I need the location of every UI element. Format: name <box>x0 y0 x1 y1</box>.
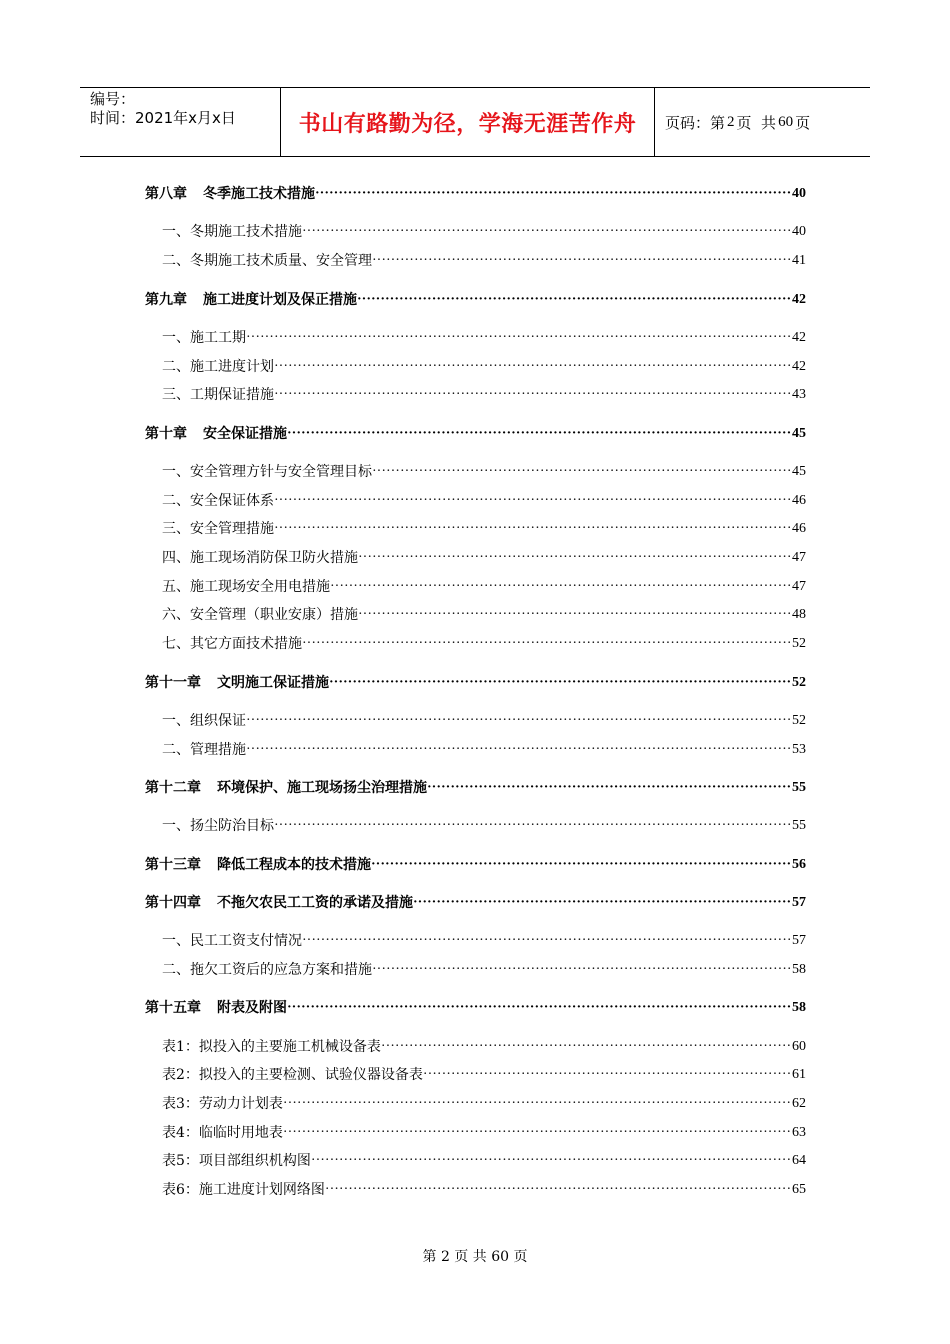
toc-leader-dots <box>372 462 792 482</box>
toc-entry-page: 52 <box>792 675 806 690</box>
toc-entry-title: 环境保护、施工现场扬尘治理措施 <box>217 780 427 796</box>
document-number-label: 编号： <box>90 90 136 108</box>
toc-entry-number: 表5： <box>162 1153 199 1169</box>
toc-leader-dots <box>287 998 792 1018</box>
toc-entry-number: 七、 <box>162 636 190 652</box>
toc-leader-dots <box>246 328 792 348</box>
toc-entry-number: 表1： <box>162 1039 199 1055</box>
toc-entry-label <box>145 998 287 1018</box>
toc-entry-page: 42 <box>792 330 806 345</box>
toc-section-entry[interactable] <box>162 548 806 568</box>
toc-entry-label <box>162 1151 311 1171</box>
toc-chapter-entry[interactable] <box>145 855 806 875</box>
toc-entry-page: 52 <box>792 713 806 728</box>
toc-entry-title: 工期保证措施 <box>190 387 274 403</box>
header-page-info <box>655 88 870 156</box>
toc-entry-number: 表4： <box>162 1125 199 1141</box>
document-time-label: 时间：2021年x月x日 <box>90 109 236 127</box>
toc-entry-number: 六、 <box>162 607 190 623</box>
toc-entry-number: 表6： <box>162 1182 199 1198</box>
toc-chapter-entry[interactable] <box>145 998 806 1018</box>
toc-entry-title: 拖欠工资后的应急方案和措施 <box>190 962 372 978</box>
toc-entry-label <box>162 385 274 405</box>
toc-entry-title: 安全保证体系 <box>190 493 274 509</box>
toc-entry-title: 施工现场安全用电措施 <box>190 579 330 595</box>
toc-chapter-entry[interactable] <box>145 673 806 693</box>
toc-section-entry[interactable] <box>162 251 806 271</box>
toc-entry-label <box>162 605 358 625</box>
toc-entry-page: 63 <box>792 1125 806 1140</box>
toc-entry-page: 53 <box>792 742 806 757</box>
toc-entry-title: 安全管理（职业安康）措施 <box>190 607 358 623</box>
toc-entry-label <box>162 1065 423 1085</box>
toc-entry-number: 表2： <box>162 1067 199 1083</box>
toc-leader-dots <box>302 222 792 242</box>
toc-leader-dots <box>330 577 792 597</box>
toc-leader-dots <box>413 893 792 913</box>
toc-entry-page: 48 <box>792 607 806 622</box>
toc-entry-page: 61 <box>792 1067 806 1082</box>
toc-entry-title: 安全保证措施 <box>203 426 287 442</box>
toc-entry-label <box>162 357 274 377</box>
toc-entry-title: 扬尘防治目标 <box>190 818 274 834</box>
toc-leader-dots <box>274 491 792 511</box>
page-footer: 第 2 页 共 60 页 <box>422 1249 528 1265</box>
toc-entry-number: 表3： <box>162 1096 199 1112</box>
toc-entry-number: 第十一章 <box>145 675 201 691</box>
toc-entry-title: 不拖欠农民工工资的承诺及措施 <box>217 895 413 911</box>
toc-entry-title: 安全管理措施 <box>190 521 274 537</box>
toc-entry-page: 46 <box>792 521 806 536</box>
toc-entry-title: 施工现场消防保卫防火措施 <box>190 550 358 566</box>
toc-section-entry[interactable] <box>162 1037 806 1057</box>
toc-chapter-entry[interactable] <box>145 184 806 204</box>
toc-entry-title: 施工进度计划 <box>190 359 274 375</box>
toc-entry-label <box>145 673 329 693</box>
toc-entry-label <box>162 931 302 951</box>
toc-entry-page: 42 <box>792 359 806 374</box>
toc-leader-dots <box>246 740 792 760</box>
toc-entry-page: 57 <box>792 933 806 948</box>
toc-entry-page: 56 <box>792 857 806 872</box>
toc-chapter-entry[interactable] <box>145 424 806 444</box>
toc-entry-number: 第九章 <box>145 292 187 308</box>
toc-leader-dots <box>283 1123 792 1143</box>
toc-entry-page: 41 <box>792 253 806 268</box>
toc-section-entry[interactable] <box>162 634 806 654</box>
toc-section-entry[interactable] <box>162 491 806 511</box>
toc-entry-label <box>162 816 274 836</box>
toc-entry-page: 62 <box>792 1096 806 1111</box>
toc-entry-title: 降低工程成本的技术措施 <box>217 857 371 873</box>
toc-entry-page: 47 <box>792 550 806 565</box>
toc-section-entry[interactable] <box>162 740 806 760</box>
toc-entry-page: 58 <box>792 1000 806 1015</box>
toc-entry-number: 一、 <box>162 464 190 480</box>
toc-entry-title: 文明施工保证措施 <box>217 675 329 691</box>
toc-entry-number: 第十二章 <box>145 780 201 796</box>
toc-leader-dots <box>371 855 792 875</box>
toc-section-entry[interactable] <box>162 357 806 377</box>
toc-chapter-entry[interactable] <box>145 778 806 798</box>
toc-section-entry[interactable] <box>162 519 806 539</box>
toc-entry-page: 58 <box>792 962 806 977</box>
toc-entry-title: 项目部组织机构图 <box>198 1153 311 1169</box>
toc-entry-label <box>162 519 274 539</box>
toc-entry-page: 43 <box>792 387 806 402</box>
toc-entry-number: 第十三章 <box>145 857 201 873</box>
toc-entry-label <box>162 711 246 731</box>
toc-entry-label <box>162 1123 283 1143</box>
toc-entry-label <box>162 462 372 482</box>
toc-entry-label <box>162 1180 325 1200</box>
toc-entry-page: 45 <box>792 464 806 479</box>
toc-leader-dots <box>372 960 792 980</box>
toc-entry-title: 附表及附图 <box>217 1000 287 1016</box>
toc-entry-label <box>145 290 357 310</box>
toc-section-entry[interactable] <box>162 1180 806 1200</box>
toc-leader-dots <box>358 548 792 568</box>
toc-entry-number: 二、 <box>162 962 190 978</box>
toc-entry-number: 第十章 <box>145 426 187 442</box>
toc-section-entry[interactable] <box>162 462 806 482</box>
toc-section-entry[interactable] <box>162 222 806 242</box>
toc-entry-page: 40 <box>792 224 806 239</box>
toc-entry-label <box>162 328 246 348</box>
toc-section-entry[interactable] <box>162 385 806 405</box>
page-total: 60 <box>778 113 794 130</box>
toc-entry-title: 冬季施工技术措施 <box>203 186 315 202</box>
toc-entry-page: 52 <box>792 636 806 651</box>
page-number: 2 <box>727 113 735 130</box>
toc-leader-dots <box>302 931 792 951</box>
toc-section-entry[interactable] <box>162 931 806 951</box>
toc-leader-dots <box>287 424 792 444</box>
toc-entry-page: 42 <box>792 292 806 307</box>
toc-entry-label <box>162 1037 381 1057</box>
toc-entry-number: 一、 <box>162 818 190 834</box>
toc-entry-number: 第十四章 <box>145 895 201 911</box>
toc-entry-title: 拟投入的主要施工机械设备表 <box>198 1039 381 1055</box>
toc-entry-number: 二、 <box>162 493 190 509</box>
toc-entry-label <box>145 855 371 875</box>
toc-entry-label <box>145 778 427 798</box>
toc-entry-number: 第八章 <box>145 186 187 202</box>
toc-entry-label <box>162 577 330 597</box>
toc-section-entry[interactable] <box>162 711 806 731</box>
toc-section-entry[interactable] <box>162 1151 806 1171</box>
toc-entry-title: 拟投入的主要检测、试验仪器设备表 <box>198 1067 423 1083</box>
toc-entry-page: 55 <box>792 780 806 795</box>
page-suffix: 页 <box>795 113 811 132</box>
toc-entry-page: 55 <box>792 818 806 833</box>
page-header <box>80 87 870 157</box>
toc-entry-number: 三、 <box>162 521 190 537</box>
page-prefix: 页码：第 <box>665 113 726 132</box>
toc-section-entry[interactable] <box>162 1094 806 1114</box>
toc-leader-dots <box>274 519 792 539</box>
toc-entry-page: 60 <box>792 1039 806 1054</box>
toc-leader-dots <box>283 1094 792 1114</box>
toc-entry-label <box>145 893 413 913</box>
toc-entry-label <box>162 634 302 654</box>
toc-section-entry[interactable] <box>162 816 806 836</box>
toc-entry-number: 一、 <box>162 330 190 346</box>
toc-entry-title: 其它方面技术措施 <box>190 636 302 652</box>
toc-leader-dots <box>325 1180 792 1200</box>
toc-leader-dots <box>329 673 792 693</box>
toc-entry-number: 四、 <box>162 550 190 566</box>
toc-entry-title: 施工进度计划网络图 <box>198 1182 325 1198</box>
toc-leader-dots <box>246 711 792 731</box>
toc-chapter-entry[interactable] <box>145 893 806 913</box>
toc-leader-dots <box>311 1151 792 1171</box>
toc-entry-title: 冬期施工技术质量、安全管理 <box>190 253 372 269</box>
toc-leader-dots <box>372 251 792 271</box>
toc-entry-number: 第十五章 <box>145 1000 201 1016</box>
toc-section-entry[interactable] <box>162 1065 806 1085</box>
toc-entry-page: 65 <box>792 1182 806 1197</box>
toc-leader-dots <box>427 778 792 798</box>
toc-entry-title: 劳动力计划表 <box>198 1096 283 1112</box>
header-info <box>80 88 281 156</box>
toc-section-entry[interactable] <box>162 577 806 597</box>
toc-entry-number: 二、 <box>162 359 190 375</box>
toc-entry-page: 40 <box>792 186 806 201</box>
toc-entry-label <box>162 222 302 242</box>
header-motto: 书山有路勤为径，学海无涯苦作舟 <box>281 88 655 156</box>
toc-section-entry[interactable] <box>162 605 806 625</box>
toc-leader-dots <box>274 385 792 405</box>
toc-entry-title: 组织保证 <box>190 713 246 729</box>
toc-entry-title: 施工进度计划及保正措施 <box>203 292 357 308</box>
page-mid: 页 共 <box>736 113 777 132</box>
toc-entry-page: 47 <box>792 579 806 594</box>
toc-entry-number: 五、 <box>162 579 190 595</box>
toc-section-entry[interactable] <box>162 1123 806 1143</box>
toc-entry-label <box>162 548 358 568</box>
toc-chapter-entry[interactable] <box>145 290 806 310</box>
toc-leader-dots <box>357 290 792 310</box>
toc-leader-dots <box>274 357 792 377</box>
toc-leader-dots <box>381 1037 792 1057</box>
toc-entry-label <box>162 251 372 271</box>
toc-section-entry[interactable] <box>162 960 806 980</box>
toc-entry-label <box>145 184 315 204</box>
toc-entry-page: 64 <box>792 1153 806 1168</box>
toc-entry-number: 二、 <box>162 742 190 758</box>
toc-leader-dots <box>315 184 792 204</box>
toc-entry-page: 57 <box>792 895 806 910</box>
toc-entry-label <box>162 960 372 980</box>
toc-entry-label <box>162 491 274 511</box>
toc-entry-title: 安全管理方针与安全管理目标 <box>190 464 372 480</box>
toc-entry-page: 46 <box>792 493 806 508</box>
toc-entry-number: 一、 <box>162 224 190 240</box>
toc-entry-page: 45 <box>792 426 806 441</box>
toc-entry-number: 一、 <box>162 933 190 949</box>
toc-leader-dots <box>274 816 792 836</box>
toc-leader-dots <box>423 1065 792 1085</box>
toc-entry-title: 施工工期 <box>190 330 246 346</box>
toc-entry-label <box>145 424 287 444</box>
toc-entry-title: 民工工资支付情况 <box>190 933 302 949</box>
toc-entry-number: 一、 <box>162 713 190 729</box>
toc-entry-number: 二、 <box>162 253 190 269</box>
toc-entry-label <box>162 740 246 760</box>
toc-entry-label <box>162 1094 283 1114</box>
toc-section-entry[interactable] <box>162 328 806 348</box>
toc-entry-title: 临临时用地表 <box>198 1125 283 1141</box>
toc-entry-title: 冬期施工技术措施 <box>190 224 302 240</box>
toc-entry-number: 三、 <box>162 387 190 403</box>
toc-leader-dots <box>358 605 792 625</box>
toc-leader-dots <box>302 634 792 654</box>
toc-entry-title: 管理措施 <box>190 742 246 758</box>
